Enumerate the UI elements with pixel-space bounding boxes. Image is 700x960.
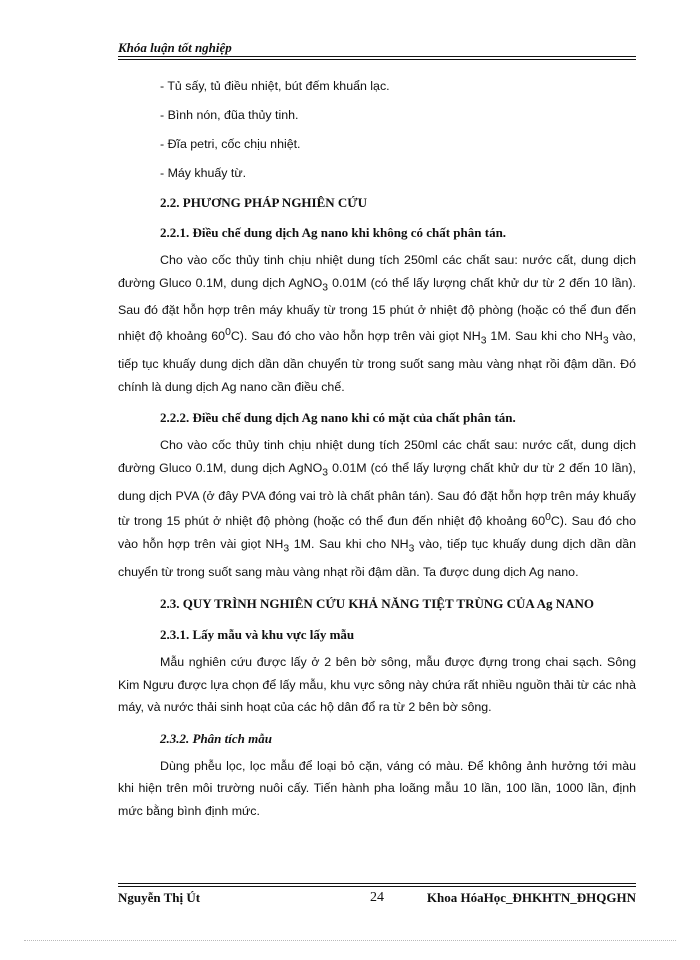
subsection-heading-2-2-1: 2.2.1. Điều chế dung dịch Ag nano khi không có chất phân tán.	[160, 225, 507, 240]
subsection-heading-2-3-2: 2.3.2. Phân tích mẫu	[160, 730, 272, 746]
superscript: 0	[545, 512, 551, 524]
equipment-item: - Bình nón, đũa thủy tinh.	[160, 108, 299, 122]
document-body	[118, 76, 636, 822]
header-rule	[118, 56, 636, 57]
subscript: 3	[602, 335, 609, 347]
footer-rule-secondary	[118, 886, 636, 887]
subscript: 3	[283, 543, 290, 555]
subscript: 3	[480, 335, 487, 347]
header-rule-secondary	[118, 59, 636, 60]
section-heading-2-3: 2.3. QUY TRÌNH NGHIÊN CỨU KHẢ NĂNG TIỆT TRÙNG CỦA Ag NANO	[160, 596, 594, 612]
footer-row	[118, 890, 636, 910]
text-run: 1M. Sau khi cho NH	[289, 536, 409, 551]
header-title: Khóa luận tốt nghiệp	[118, 40, 232, 55]
superscript: 0	[225, 326, 231, 338]
paragraph-2-3-2: Dùng phễu lọc, lọc mẫu để loại bỏ cặn, váng có màu. Để không ảnh hưởng tới màu khi hiện trên môi trường nuôi cấy. Tiến hành pha loãng mẫu 10 lần, 100 lần, 1000 lần, định mức bằng bình định mức.	[118, 758, 636, 818]
subsection-heading-2-2-2: 2.2.2. Điều chế dung dịch Ag nano khi có mặt của chất phân tán.	[160, 410, 516, 426]
subscript: 3	[322, 467, 328, 479]
text-run: vào, tiếp tục khuấy dung dịch dần dần chuyển từ trong suốt sang màu vàng nhạt rồi đậm dần. Ta được dung dịch Ag nano.	[118, 536, 636, 579]
paragraph-2-3-1: Mẫu nghiên cứu được lấy ở 2 bên bờ sông, mẫu được đựng trong chai sạch. Sông Kim Ngưu được lựa chọn để lấy mẫu, khu vực sông này chứa rất nhiều nguồn thải từ các nhà máy, và nước thải sinh hoạt của các hộ dân đổ ra từ 2 bên bờ sông.	[118, 655, 636, 715]
subscript: 3	[408, 543, 415, 555]
paragraph-2-2-2	[118, 434, 636, 583]
text-run: Cho vào cốc thủy tinh chịu nhiệt dung tích 250ml các chất sau: nước cất, dung dịch đường Gluco 0.1M, dung dịch AgNO	[118, 253, 636, 290]
text-run: C). Sau đó cho vào hỗn hợp trên vài giọt NH	[118, 514, 636, 551]
text-run: C). Sau đó cho vào hỗn hợp trên vài giọt NH	[230, 329, 481, 344]
text-run: vào, tiếp tục khuấy dung dịch dần dần chuyển từ trong suốt sang màu vàng nhạt rồi đậm dần. Đó chính là dung dịch Ag nano cần điều chế.	[118, 329, 636, 394]
page-number: 24	[370, 890, 384, 905]
text-run: 1M. Sau khi cho NH	[486, 329, 603, 344]
page-edge-divider	[24, 940, 676, 941]
footer-author: Nguyễn Thị Út	[118, 890, 201, 905]
equipment-item: - Đĩa petri, cốc chịu nhiệt.	[160, 137, 301, 151]
page-header	[118, 40, 636, 60]
subscript: 3	[322, 281, 328, 293]
text-run: 0.01M (có thể lấy lượng chất khử dư từ 2 đến 10 lần), dung dịch PVA (ở đây PVA đóng vai trò là chất phân tán). Sau đó đặt hỗn hợp trên máy khuấy từ trong 15 phút ở nhiệt độ phòng (hoặc có thể đun đến nhiệt độ khoảng 60	[118, 460, 636, 529]
text-run: 0.01M (có thể lấy lượng chất khử dư từ 2 đến 10 lần). Sau đó đặt hỗn hợp trên máy khuấy từ trong 15 phút ở nhiệt độ phòng (hoặc có thể đun đến nhiệt độ khoảng 60	[118, 275, 636, 344]
subsection-heading-2-3-1: 2.3.1. Lấy mẫu và khu vực lấy mẫu	[160, 627, 355, 643]
page-footer	[118, 883, 636, 910]
paragraph-2-2-1	[118, 249, 636, 398]
equipment-item: - Tủ sấy, tủ điều nhiệt, bút đếm khuẩn lạc.	[160, 79, 390, 93]
footer-rule	[118, 883, 636, 884]
section-heading-2-2: 2.2. PHƯƠNG PHÁP NGHIÊN CỨU	[160, 195, 368, 210]
footer-faculty: Khoa HóaHọc_ĐHKHTN_ĐHQGHN	[426, 890, 636, 905]
equipment-item: - Máy khuấy từ.	[160, 166, 247, 180]
text-run: Cho vào cốc thủy tinh chịu nhiệt dung tích 250ml các chất sau: nước cất, dung dịch đường Gluco 0.1M, dung dịch AgNO	[118, 438, 636, 475]
